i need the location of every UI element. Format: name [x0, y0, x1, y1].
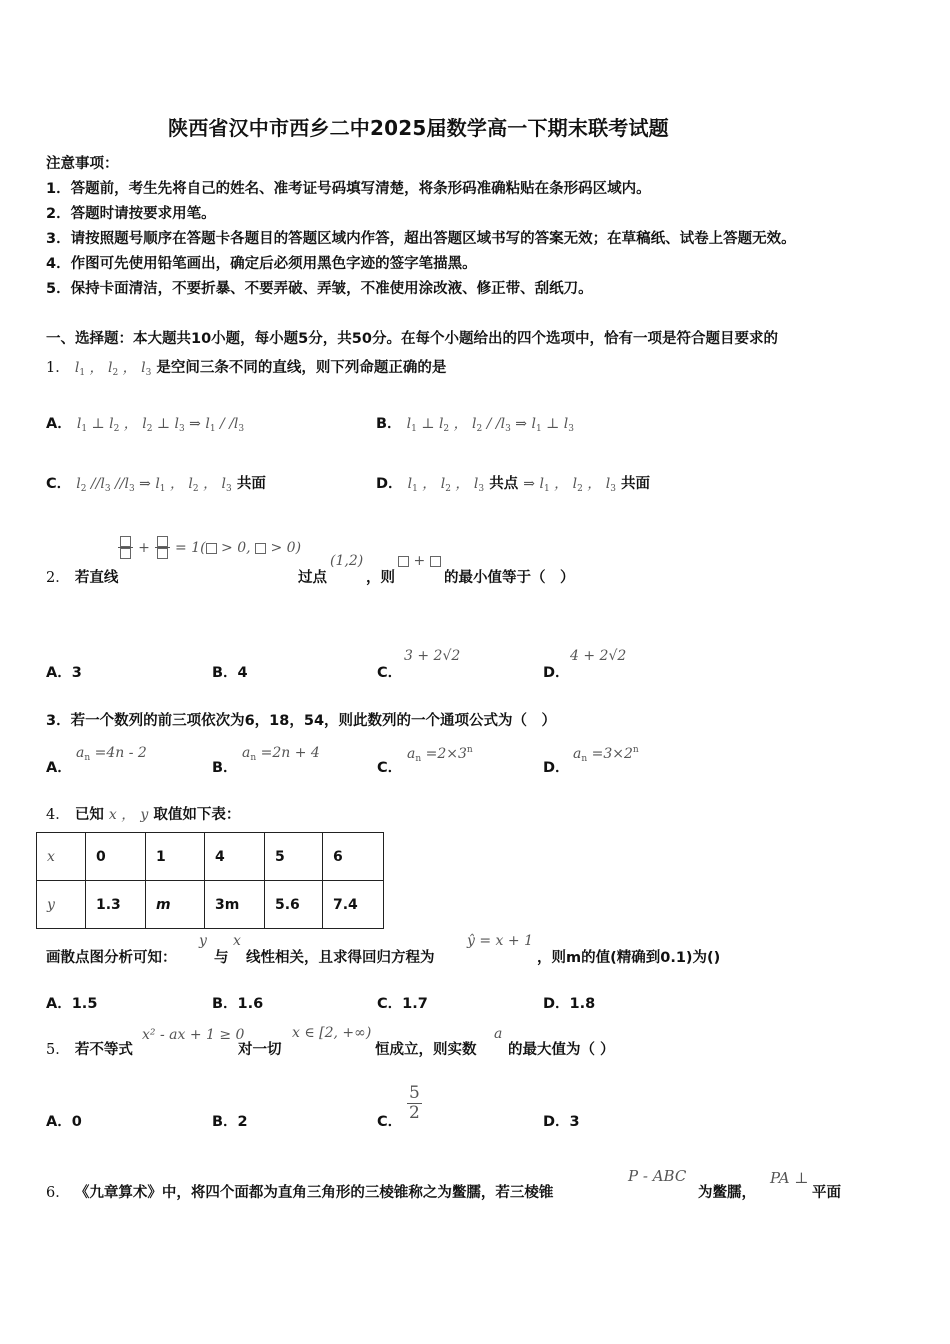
pyramid: P - ABC [628, 1167, 687, 1185]
question-text: 的最小值等于（ ） [444, 570, 575, 586]
q3-option-b[interactable]: B． [212, 760, 238, 776]
question-4: 4． 已知 x ， y 取值如下表： [46, 807, 241, 823]
question-text: 恒成立，则实数 [375, 1042, 477, 1058]
regression-equation: ŷ = x + 1 [467, 933, 533, 949]
option-math: $a_n =4n - 2$ [76, 745, 147, 763]
inequality: x² - ax + 1 ≥ 0 [142, 1027, 245, 1043]
q3-option-a[interactable]: A． [46, 760, 72, 776]
option-math: $l_1$ ， $l_2$ ， $l_3$ [407, 476, 485, 494]
option-label: A． [46, 416, 72, 432]
fraction: $\frac{5}{2}$ [409, 1083, 420, 1123]
page-title: 陕西省汉中市西乡二中2025届数学高一下期末联考试题 [168, 116, 669, 140]
question-text: ，则 [366, 570, 395, 586]
option-label: D． [376, 476, 403, 492]
q5-option-d[interactable]: D．3 [543, 1114, 580, 1130]
option-text: 共面 [621, 476, 651, 492]
question-number: 1． [46, 360, 70, 376]
q3-option-d[interactable]: D． [543, 760, 570, 776]
question-text: 的最大值为（ ） [508, 1042, 615, 1058]
option-text: 共面 [236, 476, 266, 492]
row-header: y [37, 881, 86, 929]
section-heading: 一、选择题：本大题共10小题，每小题5分，共50分。在每个小题给出的四个选项中，恰有一项是符合题目要求的 [46, 331, 778, 347]
table-cell: 7.4 [323, 881, 384, 929]
q2-option-b[interactable]: B．4 [212, 665, 248, 681]
var-x: x [233, 933, 241, 949]
table-cell: 1 [146, 833, 205, 881]
option-text: 共点 [489, 476, 519, 492]
q1-option-a[interactable] [46, 412, 244, 434]
question-2 [46, 566, 118, 587]
q2-option-c[interactable]: C． [377, 665, 403, 681]
q5-option-c[interactable]: C． [377, 1114, 403, 1130]
question-text: 与 [214, 950, 229, 966]
question-text: 线性相关，且求得回归方程为 [246, 950, 435, 966]
q4-option-d[interactable]: D．1.8 [543, 996, 596, 1012]
notice-item-2: 2．答题时请按要求用笔。 [46, 206, 216, 222]
xy-table [36, 832, 384, 929]
table-cell: 3m [205, 881, 265, 929]
option-label: B． [376, 416, 402, 432]
range: x ∈ [2, +∞) [292, 1025, 372, 1041]
option-label: C． [46, 476, 72, 492]
option-math: $l_1$ ⊥ $l_2$ ， $l_2$ ⊥ $l_3$ ⇒ $l_1 / /l_3$ [76, 416, 245, 434]
notice-heading: 注意事项： [46, 156, 119, 172]
q5-option-a[interactable]: A．0 [46, 1114, 82, 1130]
question-text: 若直线 [74, 570, 119, 586]
q4-option-c[interactable]: C．1.7 [377, 996, 428, 1012]
notice-item-3: 3．请按照题号顺序在答题卡各题目的答题区域内作答，超出答题区域书写的答案无效；在草稿纸、试卷上答题无效。 [46, 231, 796, 247]
question-text: 过点 [298, 570, 327, 586]
question-6: 6． 《九章算术》中，将四个面都为直角三角形的三棱锥称之为鳖臑，若三棱锥 [46, 1185, 554, 1201]
table-cell: m [146, 881, 205, 929]
option-math: $a_n =2\times 3^n$ [407, 745, 473, 764]
table-cell: 0 [86, 833, 146, 881]
math-lines: $l_1$ ， $l_2$ ， $l_3$ [74, 360, 152, 378]
q1-option-c[interactable] [46, 472, 266, 494]
q2-option-a[interactable]: A．3 [46, 665, 82, 681]
table-cell: 5.6 [265, 881, 323, 929]
point: (1,2) [330, 553, 364, 569]
notice-item-5: 5．保持卡面清洁，不要折暴、不要弄破、弄皱，不准使用涂改液、修正带、刮纸刀。 [46, 281, 593, 297]
option-math: 4 + 2√2 [570, 648, 627, 664]
notice-item-4: 4．作图可先使用铅笔画出，确定后必须用黑色字迹的签字笔描黑。 [46, 256, 477, 272]
table-row [37, 881, 384, 929]
question-text: 对一切 [238, 1042, 282, 1058]
option-math: $a_n =2n + 4$ [242, 745, 320, 763]
table-cell: 1.3 [86, 881, 146, 929]
q4-option-a[interactable]: A．1.5 [46, 996, 98, 1012]
option-math: $l_1$ ⊥ $l_2$ ， $l_2 / /l_3$ ⇒ $l_1$ ⊥ $l_3$ [406, 416, 574, 434]
table-cell: 4 [205, 833, 265, 881]
q4-option-b[interactable]: B．1.6 [212, 996, 264, 1012]
perpendicular: PA ⊥ [770, 1169, 809, 1187]
question-3: 3．若一个数列的前三项依次为6，18，54，则此数列的一个通项公式为（ ） [46, 713, 557, 729]
question-text: 是空间三条不同的直线，则下列命题正确的是 [156, 360, 447, 376]
row-header: x [37, 833, 86, 881]
table-cell: 6 [323, 833, 384, 881]
question-5: 5． 若不等式 [46, 1042, 133, 1058]
option-math: $l_2$ $//l_3$ $//l_3$ ⇒ $l_1$ ， $l_2$ ， $l_3$ [76, 476, 232, 494]
table-row [37, 833, 384, 881]
sum-expr: + [398, 553, 441, 569]
q2-option-d[interactable]: D． [543, 665, 570, 681]
var-y: y [199, 933, 207, 949]
q1-option-b[interactable] [376, 412, 574, 434]
question-4-continued: 画散点图分析可知： [46, 950, 177, 966]
question-text: ，则m的值(精确到0.1)为() [537, 950, 721, 966]
q3-option-c[interactable]: C． [377, 760, 403, 776]
table-cell: 5 [265, 833, 323, 881]
question-number: 2． [46, 570, 70, 586]
line-equation: + = 1( > 0, > 0) [118, 536, 301, 559]
option-math: ⇒ $l_1$ ， $l_2$ ， $l_3$ [523, 476, 616, 494]
option-math: $a_n =3\times 2^n$ [573, 745, 639, 764]
notice-item-1: 1．答题前，考生先将自己的姓名、准考证号码填写清楚，将条形码准确粘贴在条形码区域内。 [46, 181, 651, 197]
question-text: 为鳖臑， [698, 1185, 756, 1201]
option-math: 3 + 2√2 [404, 648, 461, 664]
question-text: 平面 [812, 1185, 841, 1201]
var-a: a [494, 1026, 503, 1042]
q1-option-d[interactable] [376, 472, 650, 494]
q5-option-b[interactable]: B．2 [212, 1114, 248, 1130]
question-1 [46, 356, 446, 378]
